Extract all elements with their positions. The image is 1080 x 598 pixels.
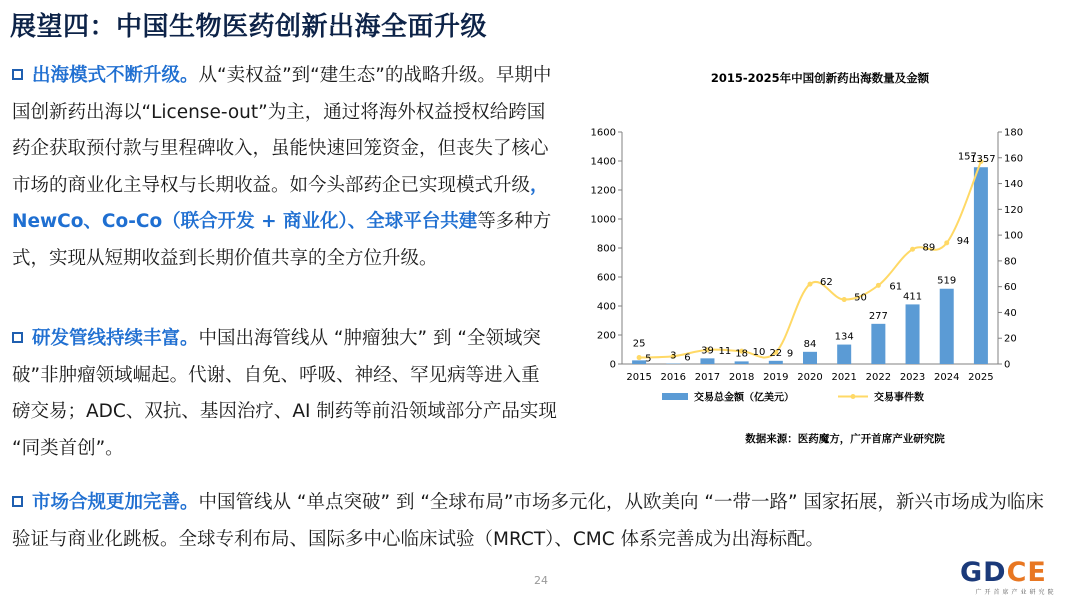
bar-deal-amount <box>974 167 988 364</box>
bullet-highlight: ，NewCo、Co-Co（联合开发 + 商业化）、全球平台共建 <box>12 174 549 232</box>
bar-deal-amount <box>906 304 920 364</box>
bar-deal-amount <box>700 358 714 364</box>
bar-value-label: 25 <box>632 338 646 350</box>
y-right-tick-label: 120 <box>1004 204 1024 216</box>
bar-value-label: 84 <box>803 338 817 350</box>
legend-swatch-marker <box>851 394 856 399</box>
deal-chart <box>580 62 1060 457</box>
y-right-tick-label: 180 <box>1004 127 1024 139</box>
bullet-pipeline <box>12 321 557 467</box>
y-right-tick-label: 20 <box>1004 333 1017 345</box>
line-value-label: 6 <box>684 352 691 364</box>
y-left-tick-label: 1600 <box>590 127 616 139</box>
point-deal-count <box>910 247 915 252</box>
x-tick-label: 2022 <box>865 372 892 383</box>
line-value-label: 94 <box>956 235 970 247</box>
x-tick-label: 2016 <box>660 372 686 383</box>
bullet-text: 中国管线从 “单点突破” 到 “全球布局”市场多元化，从欧美向 “一带一路” 国家拓展，新兴市场成为临床验证与商业化跳板。全球专利布局、国际多中心临床试验（MRCT）、CMC 体系完善成为出海标配。 <box>12 492 1044 550</box>
y-right-tick-label: 60 <box>1004 282 1017 294</box>
y-right-tick-label: 160 <box>1004 153 1024 165</box>
bar-value-label: 18 <box>735 348 749 360</box>
bullet-business-model <box>12 58 557 277</box>
bullet-compliance <box>12 485 1062 558</box>
chart-source: 数据来源：医药魔方，广开首席产业研究院 <box>745 433 945 445</box>
x-tick-label: 2020 <box>797 372 823 383</box>
y-right-tick-label: 0 <box>1004 359 1011 371</box>
x-tick-label: 2018 <box>728 372 755 383</box>
y-right-tick-label: 140 <box>1004 179 1024 191</box>
y-left-tick-label: 400 <box>596 301 616 313</box>
legend-label-bar: 交易总金额（亿美元） <box>694 392 794 404</box>
x-tick-label: 2017 <box>694 372 721 383</box>
line-value-label: 9 <box>786 348 794 360</box>
bar-deal-amount <box>837 345 851 364</box>
square-bullet-icon <box>12 496 23 507</box>
x-tick-label: 2025 <box>968 372 994 383</box>
x-tick-label: 2019 <box>763 372 789 383</box>
logo-subtitle: 广开首席产业研究院 <box>975 589 1057 596</box>
bar-deal-amount <box>940 289 954 364</box>
point-deal-count <box>842 297 847 302</box>
square-bullet-icon <box>12 69 23 80</box>
y-left-tick-label: 1000 <box>590 214 616 226</box>
logo-text-left: GD <box>960 557 1007 588</box>
line-value-label: 157 <box>957 151 977 163</box>
bullet-text: 从“卖权益”到“建生态”的战略升级。早期中国创新药出海以“License-out”为主，通过将海外权益授权给跨国药企获取预付款与里程碑收入，虽能快速回笼资金，但丧失了核心市场的商业化主导权与长期收益。如今头部药企已实现模式升级 <box>12 65 552 196</box>
bullet-text: 中国出海管线从 “肿瘤独大” 到 “全领域突破”非肿瘤领域崛起。代谢、自免、呼吸、神经、罕见病等进入重磅交易；ADC、双抗、基因治疗、AI 制药等前沿领域部分产品实现 “同类首创”。 <box>12 328 557 459</box>
point-deal-count <box>637 355 642 360</box>
point-deal-count <box>876 283 881 288</box>
logo-text-right: CE <box>1006 557 1047 588</box>
bar-deal-amount <box>769 361 783 364</box>
bar-deal-amount <box>632 360 646 364</box>
legend-swatch-bar <box>662 393 688 400</box>
bar-deal-amount <box>871 324 885 364</box>
y-left-tick-label: 200 <box>596 330 616 342</box>
x-tick-label: 2015 <box>626 372 652 383</box>
company-logo <box>960 557 1072 596</box>
bar-deal-amount <box>803 352 817 364</box>
line-value-label: 10 <box>752 347 766 359</box>
bullet-text: 等多种方式，实现从短期收益到长期价值共享的全方位升级。 <box>12 211 552 269</box>
line-value-label: 62 <box>820 277 833 289</box>
y-right-tick-label: 80 <box>1004 256 1017 268</box>
y-left-tick-label: 800 <box>596 243 616 255</box>
y-left-tick-label: 600 <box>596 272 616 284</box>
line-value-label: 11 <box>718 345 732 357</box>
bullet-heading: 出海模式不断升级。 <box>32 65 199 86</box>
y-right-tick-label: 100 <box>1004 230 1024 242</box>
line-value-label: 61 <box>889 281 903 293</box>
x-tick-label: 2021 <box>831 372 857 383</box>
point-deal-count <box>944 240 949 245</box>
x-tick-label: 2024 <box>934 372 960 383</box>
legend-label-line: 交易事件数 <box>874 392 924 404</box>
bar-deal-amount <box>735 361 749 364</box>
square-bullet-icon <box>12 332 23 343</box>
bar-value-label: 519 <box>937 275 957 287</box>
bullet-heading: 市场合规更加完善。 <box>32 492 199 513</box>
chart-title: 2015-2025年中国创新药出海数量及金额 <box>710 71 930 85</box>
bar-value-label: 22 <box>769 347 783 359</box>
line-deal-count <box>639 162 981 358</box>
line-value-label: 50 <box>854 292 867 304</box>
bar-value-label: 134 <box>834 331 854 343</box>
bar-value-label: 411 <box>902 291 923 303</box>
page-title: 展望四：中国生物医药创新出海全面升级 <box>10 12 488 42</box>
y-left-tick-label: 0 <box>609 359 616 371</box>
page-number: 24 <box>534 574 548 587</box>
x-tick-label: 2023 <box>899 372 926 383</box>
bar-value-label: 39 <box>701 345 714 357</box>
y-left-tick-label: 1400 <box>590 156 616 168</box>
bar-value-label: 1357 <box>970 154 996 166</box>
line-value-label: 5 <box>645 353 652 365</box>
bullet-heading: 研发管线持续丰富。 <box>32 328 199 349</box>
bar-value-label: 3 <box>670 350 677 362</box>
y-left-tick-label: 1200 <box>590 185 616 197</box>
line-value-label: 89 <box>922 242 936 254</box>
bar-value-label: 277 <box>868 310 888 322</box>
y-right-tick-label: 40 <box>1004 307 1017 319</box>
point-deal-count <box>808 282 813 287</box>
